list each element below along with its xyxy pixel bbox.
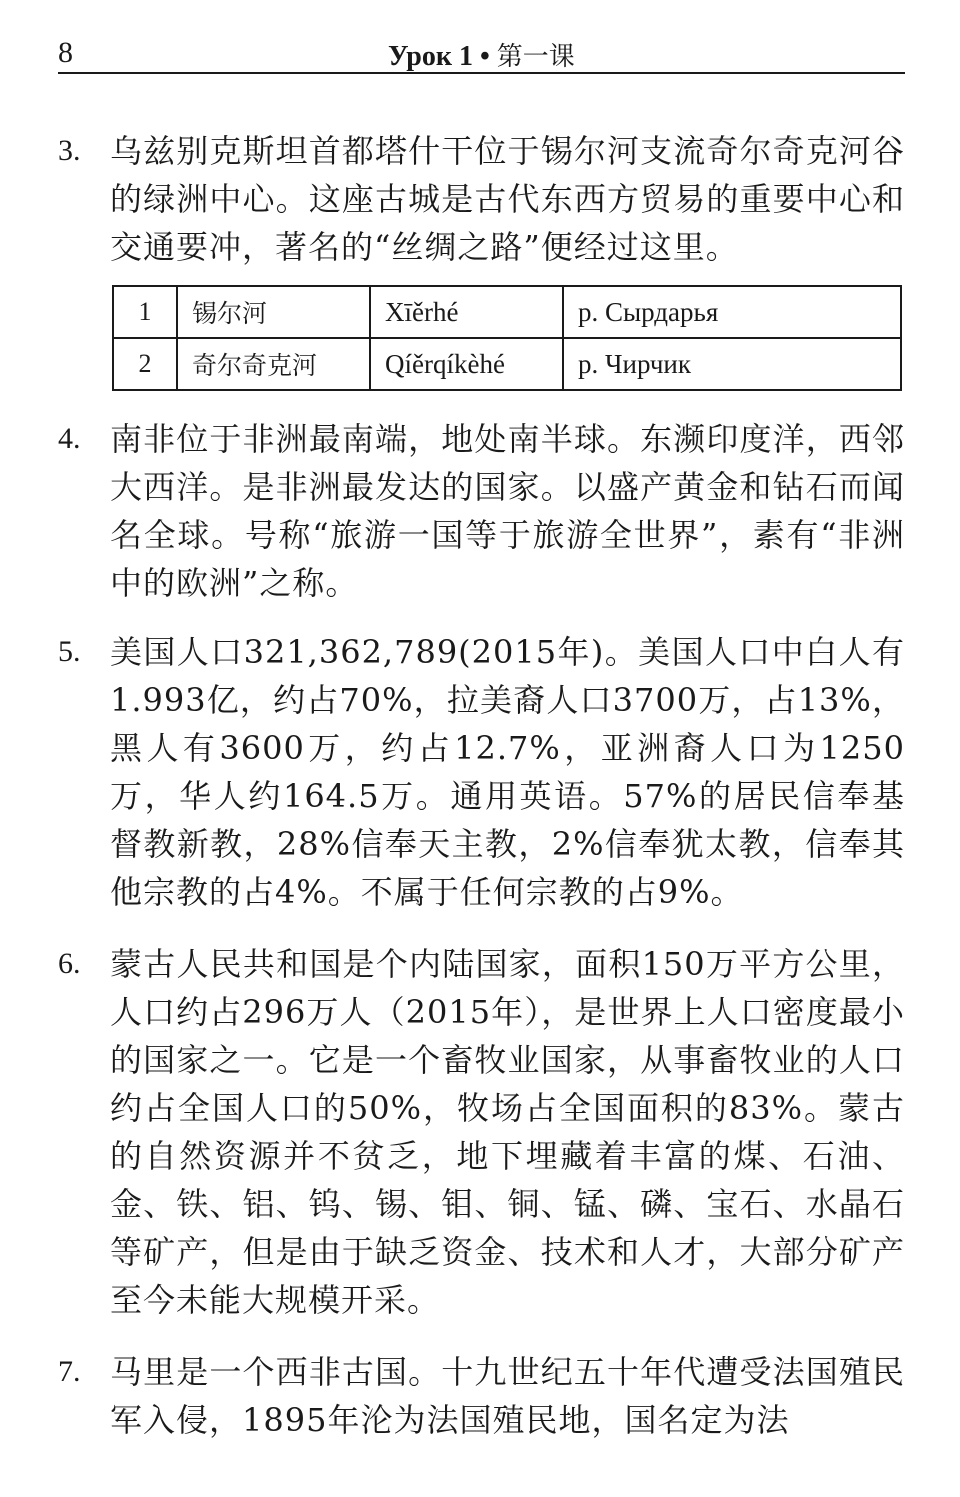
item-number: 3. <box>58 134 81 167</box>
item-text: 马里是一个西非古国。十九世纪五十年代遭受法国殖民军入侵，1895年沦为法国殖民地，国名定为法 <box>110 1353 905 1439</box>
running-head <box>388 36 575 73</box>
vocabulary-table <box>112 285 902 391</box>
item-text: 南非位于非洲最南端，地处南半球。东濒印度洋，西邻大西洋。是非洲最发达的国家。以盛产黄金和钻石而闻名全球。号称“旅游一国等于旅游全世界”，素有“非洲中的欧洲”之称。 <box>110 420 905 602</box>
pinyin-cell: Qíěrqíkèhé <box>370 338 563 390</box>
item-number: 6. <box>58 947 81 980</box>
page-number: 8 <box>58 36 73 69</box>
item-number: 4. <box>58 422 81 455</box>
row-number: 2 <box>113 338 177 390</box>
russian-cell: р. Чирчик <box>563 338 901 390</box>
hanzi-cell: 锡尔河 <box>177 286 370 338</box>
item-text: 乌兹别克斯坦首都塔什干位于锡尔河支流奇尔奇克河谷的绿洲中心。这座古城是古代东西方贸易的重要中心和交通要冲，著名的“丝绸之路”便经过这里。 <box>110 132 905 266</box>
pinyin-cell: Xīěrhé <box>370 286 563 338</box>
hanzi-cell: 奇尔奇克河 <box>177 338 370 390</box>
item-number: 7. <box>58 1355 81 1388</box>
lesson-title-cn: 第一课 <box>496 42 575 72</box>
table-row <box>113 286 901 338</box>
item-text: 美国人口321,362,789(2015年)。美国人口中白人有1.993亿，约占70%，拉美裔人口3700万，占13%，黑人有3600万，约占12.7%，亚洲裔人口为1250万，华人约164.5万。通用英语。57%的居民信奉基督教新教，28%信奉天主教，2%信奉犹太教，信奉其他宗教的占4%。不属于任何宗教的占9%。 <box>110 633 905 911</box>
row-number: 1 <box>113 286 177 338</box>
russian-cell: р. Сырдарья <box>563 286 901 338</box>
item-text: 蒙古人民共和国是个内陆国家，面积150万平方公里，人口约占296万人（2015年），是世界上人口密度最小的国家之一。它是一个畜牧业国家，从事畜牧业的人口约占全国人口的50%，牧场占全国面积的83%。蒙古的自然资源并不贫乏，地下埋藏着丰富的煤、石油、金、铁、铝、钨、锡、钼、铜、锰、磷、宝石、水晶石等矿产，但是由于缺乏资金、技术和人才，大部分矿产至今未能大规模开采。 <box>110 945 905 1319</box>
header-separator: • <box>479 41 490 72</box>
lesson-title: Урок 1 <box>388 41 473 72</box>
table-row <box>113 338 901 390</box>
item-number: 5. <box>58 635 81 668</box>
page-header <box>58 28 905 74</box>
